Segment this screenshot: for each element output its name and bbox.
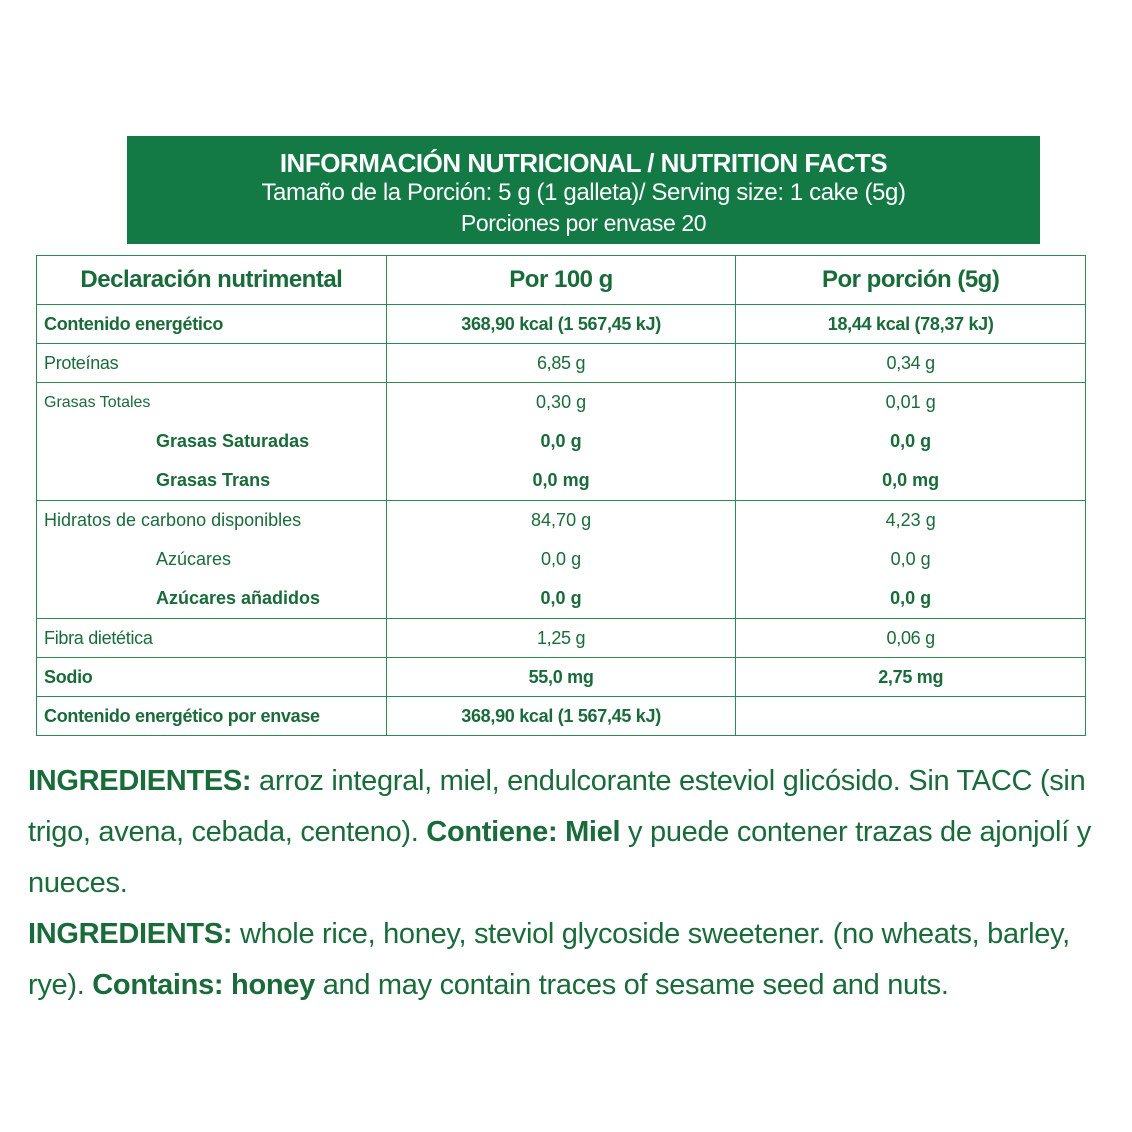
value-per-100g: 368,90 kcal (1 567,45 kJ) — [386, 305, 736, 344]
value-group — [736, 383, 1086, 501]
value-per-100g: 55,0 mg — [386, 658, 736, 697]
value-per-serving: 0,34 g — [736, 344, 1086, 383]
value-per-serving: 18,44 kcal (78,37 kJ) — [736, 305, 1086, 344]
value-per-100g: 0,0 g — [541, 549, 582, 569]
serving-size: Tamaño de la Porción: 5 g (1 galleta)/ Serving size: 1 cake (5g) — [261, 179, 906, 206]
row-label: Azúcares — [156, 549, 232, 569]
table-row-group — [37, 383, 1086, 501]
table-row-group — [37, 501, 1086, 619]
banner-title: INFORMACIÓN NUTRICIONAL / NUTRITION FACTS — [279, 148, 888, 178]
table-row — [37, 619, 1086, 658]
value-per-serving: 0,06 g — [736, 619, 1086, 658]
value-group — [736, 501, 1086, 619]
row-label: Grasas Totales — [44, 394, 151, 411]
value-per-serving: 0,0 g — [890, 431, 932, 451]
ingredients-label: INGREDIENTS: — [28, 918, 233, 950]
ingredients-text: y puede contener trazas de ajonjolí y nueces. — [28, 816, 1091, 899]
value-per-serving: 0,0 mg — [882, 470, 940, 490]
value-per-100g: 6,85 g — [386, 344, 736, 383]
row-label: Hidratos de carbono disponibles — [44, 510, 302, 530]
table-row — [37, 344, 1086, 383]
value-group — [386, 383, 736, 501]
row-label: Grasas Trans — [156, 470, 271, 490]
column-header: Declaración nutrimental — [37, 256, 387, 305]
value-per-serving: 4,23 g — [885, 510, 936, 530]
row-label: Azúcares añadidos — [156, 588, 321, 608]
nutrition-table — [36, 255, 1086, 736]
row-label: Contenido energético por envase — [37, 697, 387, 736]
value-per-serving — [736, 697, 1086, 736]
table-row — [37, 658, 1086, 697]
value-per-100g: 0,0 g — [540, 431, 582, 451]
column-header: Por porción (5g) — [736, 256, 1086, 305]
value-per-100g: 84,70 g — [531, 510, 592, 530]
row-label: Grasas Saturadas — [156, 431, 310, 451]
value-per-serving: 0,01 g — [885, 392, 936, 412]
row-label-group — [37, 501, 387, 619]
row-label: Contenido energético — [37, 305, 387, 344]
value-per-100g: 1,25 g — [386, 619, 736, 658]
value-per-serving: 2,75 mg — [736, 658, 1086, 697]
value-group — [386, 501, 736, 619]
ingredients-label: INGREDIENTES: — [28, 765, 252, 797]
ingredients-english — [28, 909, 1098, 1011]
value-per-serving: 0,0 g — [890, 588, 932, 608]
table-row — [37, 697, 1086, 736]
value-per-100g: 0,30 g — [536, 392, 587, 412]
table-header-row — [37, 256, 1086, 305]
allergen-contains: Contains: honey — [92, 969, 315, 1001]
nutrition-banner — [127, 136, 1040, 244]
value-per-100g: 0,0 mg — [532, 470, 590, 490]
ingredients-text: and may contain traces of sesame seed and nuts. — [314, 969, 949, 1001]
ingredients-spanish — [28, 756, 1098, 909]
allergen-contains: Contiene: Miel — [426, 816, 621, 848]
row-label-group — [37, 383, 387, 501]
value-per-100g: 368,90 kcal (1 567,45 kJ) — [386, 697, 736, 736]
ingredients-section — [28, 756, 1098, 1011]
column-header: Por 100 g — [386, 256, 736, 305]
value-per-serving: 0,0 g — [890, 549, 931, 569]
value-per-100g: 0,0 g — [540, 588, 582, 608]
row-label: Proteínas — [37, 344, 387, 383]
ingredients-text: arroz integral, miel, endulcorante esteviol glicósido. Sin TACC (sin trigo, avena, cebada, centeno). — [28, 765, 1086, 848]
row-label: Fibra dietética — [37, 619, 387, 658]
servings-per-container: Porciones por envase 20 — [460, 210, 707, 236]
row-label: Sodio — [37, 658, 387, 697]
ingredients-text: whole rice, honey, steviol glycoside sweetener. (no wheats, barley, rye). — [28, 918, 1070, 1001]
table-row — [37, 305, 1086, 344]
